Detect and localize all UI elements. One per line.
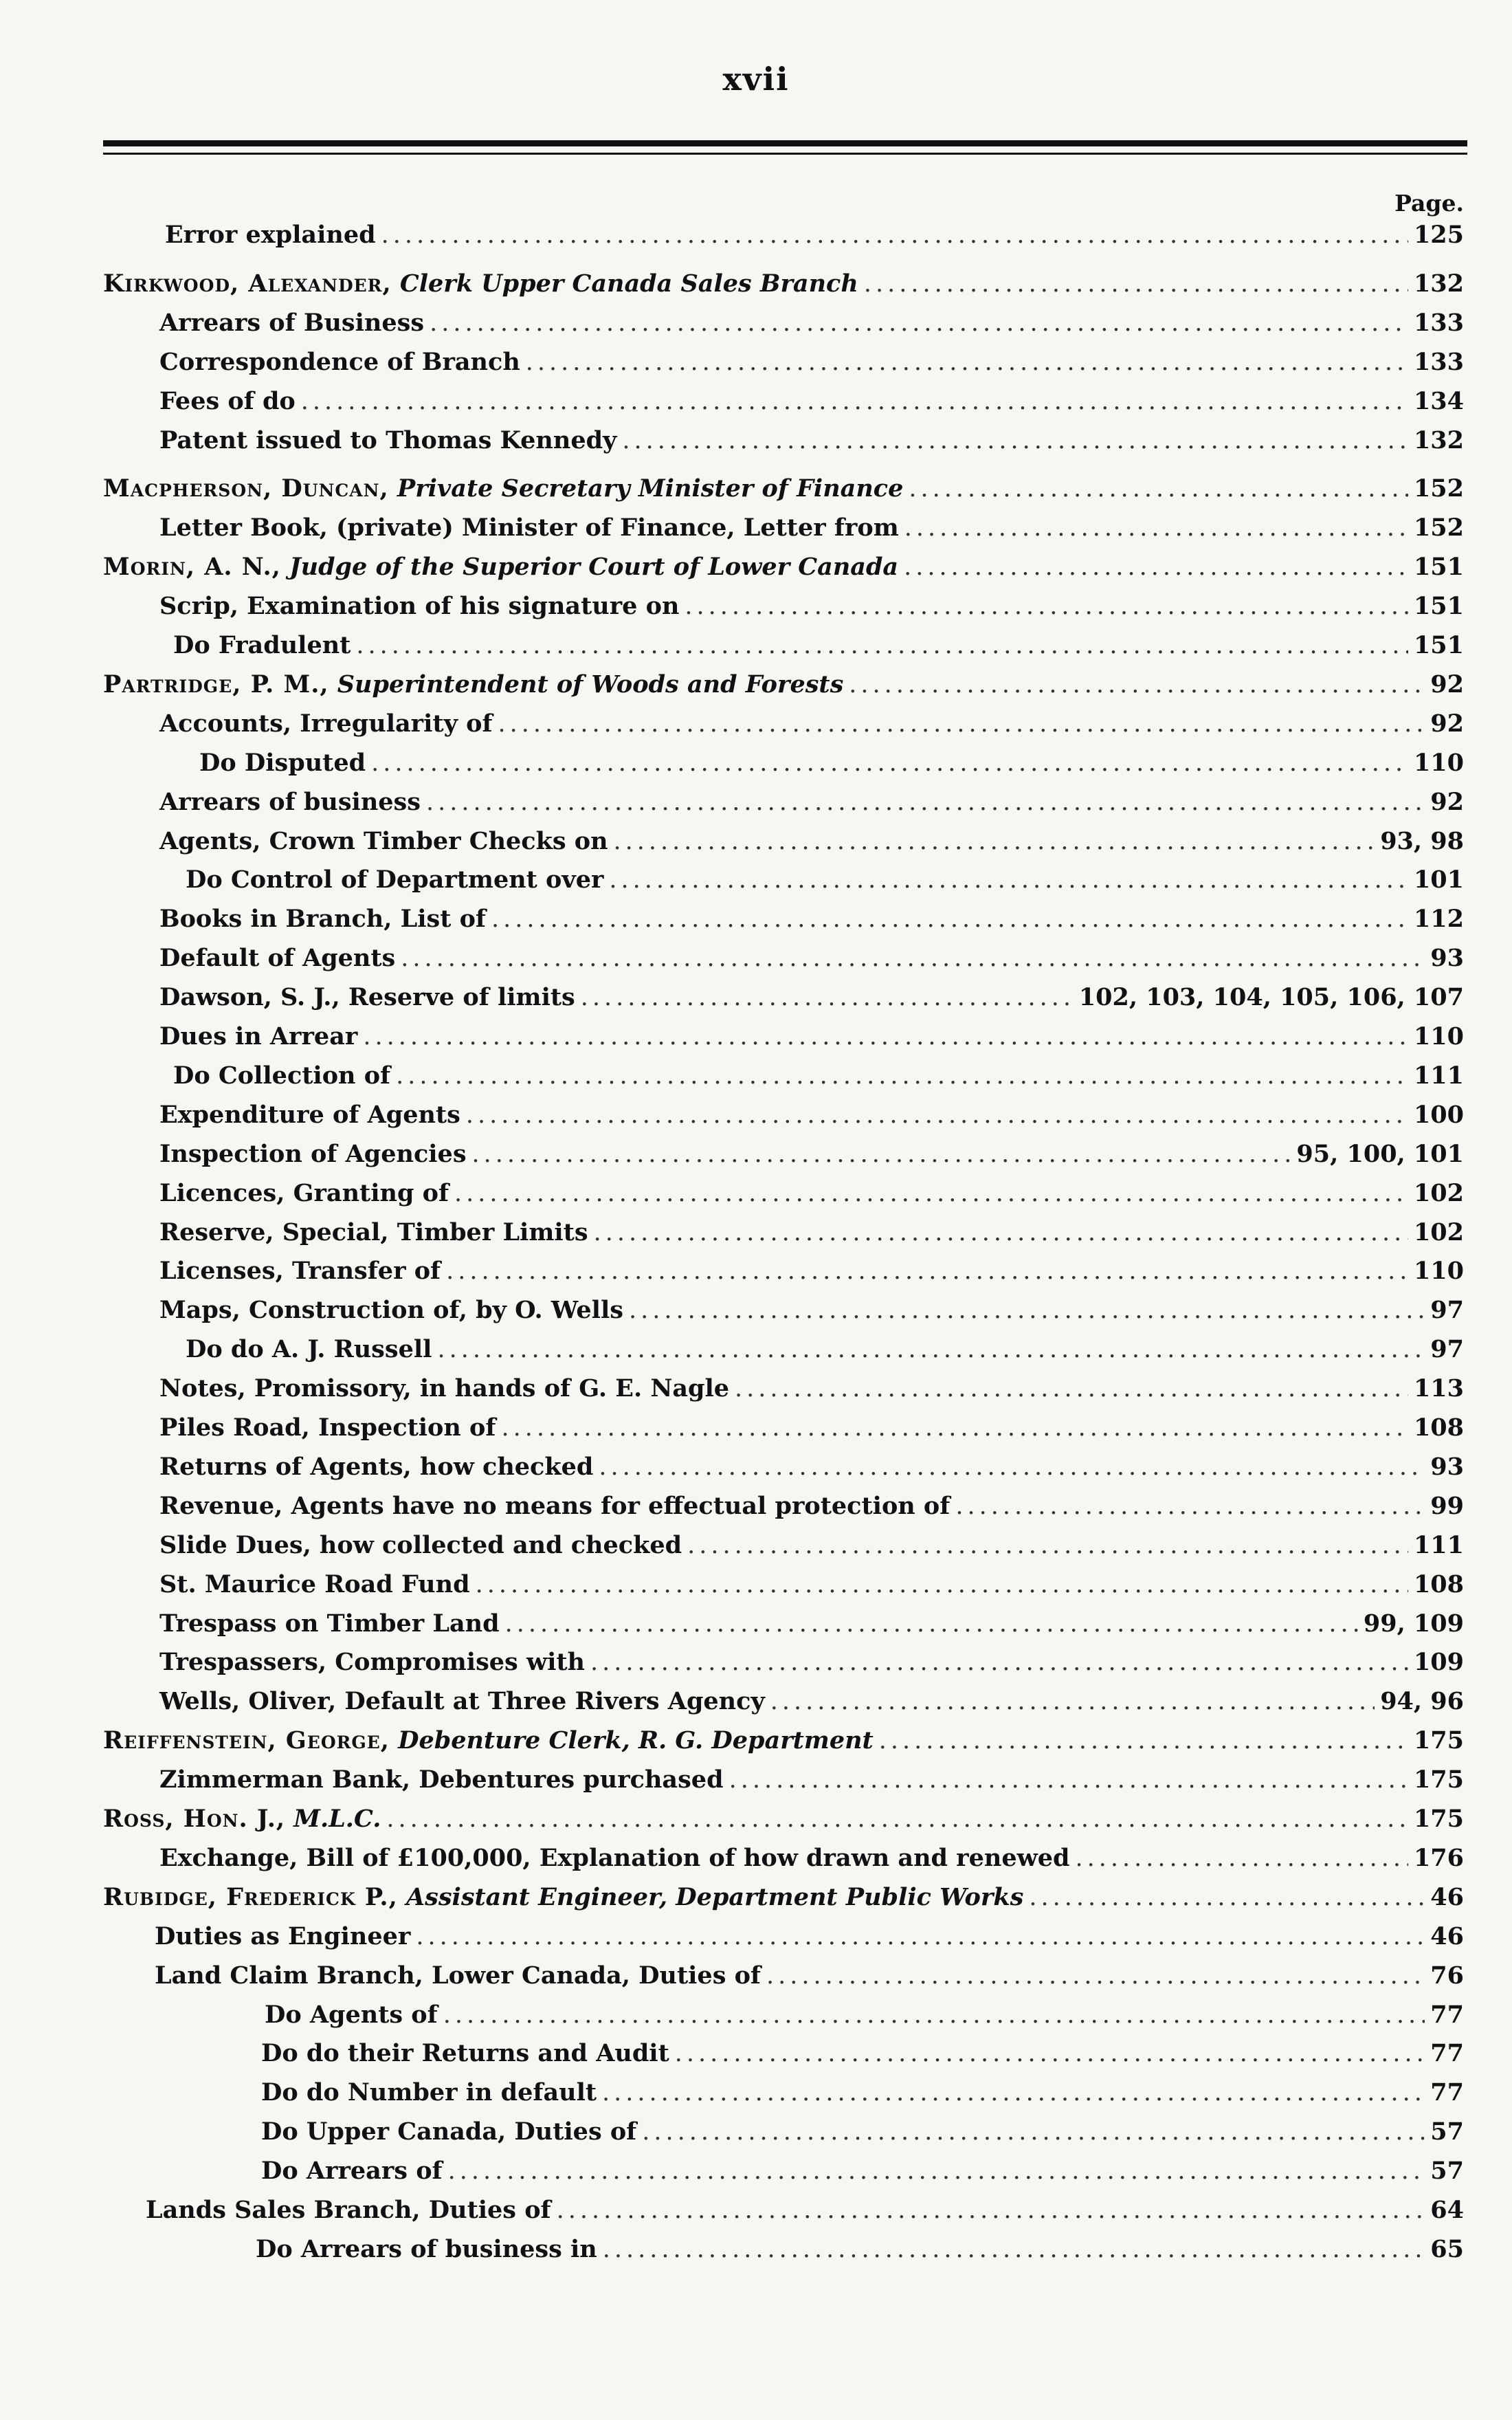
entry-text: Licenses, Transfer of [159,1257,441,1286]
entry-text: Zimmerman Bank, Debentures purchased [159,1766,724,1794]
index-entry-page: 151 [1413,631,1464,659]
index-entry-term [159,1255,441,1288]
index-entry-term [159,1646,585,1679]
entry-name: Ross, Hon. J., [103,1805,286,1833]
entry-text: Do Disputed [199,748,366,777]
entry-text: Agents, Crown Timber Checks on [159,826,608,855]
index-entry [0,472,1512,505]
entry-text: Error explained [165,221,376,249]
entry-role: M.L.C. [293,1805,381,1833]
index-entry-term [173,629,351,662]
index-entry-page: 46 [1430,1882,1464,1911]
index-entry-page: 108 [1413,1414,1464,1442]
leader-dots [498,707,1425,740]
index-entry [0,2194,1512,2227]
index-entry [0,903,1512,936]
leader-dots [446,1255,1408,1288]
leader-dots [629,1294,1425,1327]
index-entry-page: 152 [1413,514,1464,542]
entry-text: Do Control of Department over [186,866,604,894]
leader-dots [581,981,1074,1014]
index-entry-term [159,1294,623,1327]
entry-text [390,1726,398,1754]
index-entry [0,747,1512,780]
leader-dots [396,1059,1408,1092]
header-rule-thick [103,140,1467,146]
index-entry-term [159,825,608,858]
leader-dots [386,1803,1408,1836]
entry-text: Notes, Promissory, in hands of G. E. Nagle [159,1374,730,1403]
leader-dots [371,747,1408,780]
index-entry [0,1842,1512,1875]
index-entry-term [159,1177,449,1210]
index-entry-page: 99, 109 [1363,1609,1464,1638]
index-entry-page: 57 [1430,2157,1464,2186]
index-entry-page: 176 [1413,1843,1464,1872]
index-entry-page: 92 [1430,787,1464,816]
entry-role: Assistant Engineer, Department Public Works [405,1882,1024,1911]
index-entry-page: 151 [1413,553,1464,582]
index-entry-term [159,1451,593,1484]
index-entry-page: 77 [1430,2000,1464,2029]
leader-dots [437,1333,1425,1366]
index-entry-term [103,1881,1023,1914]
entry-text: Books in Branch, List of [159,905,486,934]
index-entry-page: 102 [1413,1178,1464,1207]
index-entry [0,2076,1512,2109]
leader-dots [594,1216,1408,1249]
index-entry-page: 99 [1430,1491,1464,1520]
index-entry [0,1646,1512,1679]
entry-role: Judge of the Superior Court of Lower Canada [289,553,899,582]
index-entry [0,590,1512,623]
leader-dots [603,2233,1425,2266]
entry-text: St. Maurice Road Fund [159,1570,470,1598]
index-entry-page: 93 [1430,944,1464,973]
index-entry-page: 101 [1413,866,1464,894]
index-entry-term [159,1842,1069,1875]
index-entry-term [165,219,376,252]
index-entry-page: 113 [1413,1374,1464,1403]
index-entry-page: 46 [1430,1922,1464,1950]
index-entry-term [159,707,493,740]
index-entry-term [159,1763,724,1796]
leader-dots [614,825,1375,858]
leader-dots [526,346,1408,379]
leader-dots [356,629,1408,662]
index-entry-term [199,747,366,780]
index-entry [0,1020,1512,1053]
leader-dots [1075,1842,1408,1875]
index-entry-page: 110 [1413,1257,1464,1286]
leader-dots [599,1451,1425,1484]
entry-text: Letter Book, (private) Minister of Finance, Letter from [159,514,899,542]
index-entry-page: 64 [1430,2196,1464,2224]
entry-text: Expenditure of Agents [159,1100,460,1129]
index-entry-term [159,346,520,379]
entry-text: Do Collection of [173,1061,391,1090]
entry-text: Do Arrears of business in [256,2234,597,2263]
leader-dots [955,1490,1425,1523]
entry-text: Correspondence of Branch [159,347,520,376]
entry-text [329,670,337,698]
leader-dots [909,472,1408,505]
index-entry-term [261,2155,443,2188]
leader-dots [602,2076,1425,2109]
entry-text: Reserve, Special, Timber Limits [159,1218,588,1246]
index-entry [0,219,1512,252]
index-entry [0,346,1512,379]
entry-name: Rubidge, Frederick P., [103,1882,398,1911]
index-entry-page: 152 [1413,474,1464,503]
index-entry [0,1294,1512,1327]
leader-dots [472,1138,1291,1171]
index-entry-term [159,1685,765,1718]
index-entry [0,267,1512,300]
index-entry-page: 111 [1413,1530,1464,1559]
entry-text: Wells, Oliver, Default at Three Rivers Agency [159,1687,765,1716]
index-entry [0,825,1512,858]
index-entry [0,2233,1512,2266]
index-entry-term [159,385,296,418]
index-entry-term [103,1724,874,1757]
index-entry-term [261,2115,636,2148]
leader-dots [448,2155,1425,2188]
leader-dots [363,1020,1408,1053]
index-entry [0,668,1512,701]
entry-name: Macpherson, Duncan, [103,474,389,503]
index-entry-term [256,2233,597,2266]
entry-text: Piles Road, Inspection of [159,1414,496,1442]
index-entry [0,1529,1512,1562]
index-entry-page: 94, 96 [1380,1687,1464,1716]
index-entry [0,942,1512,975]
index-entry-term [159,1020,357,1053]
entry-text [285,1805,293,1833]
index-entry [0,1881,1512,1914]
entry-text: Do Upper Canada, Duties of [261,2118,637,2146]
index-entry [0,385,1512,418]
leader-dots [622,424,1408,457]
entry-text [392,270,400,298]
leader-dots [904,512,1408,544]
index-entry-term [186,864,603,896]
entry-text: Returns of Agents, how checked [159,1452,594,1481]
entry-text: Do do A. J. Russell [186,1335,432,1364]
entry-text: Do do Number in default [261,2078,597,2107]
entry-text: Arrears of business [159,787,421,816]
index-entry-page: 102, 103, 104, 105, 106, 107 [1078,983,1464,1012]
header-rule-thin [103,153,1467,155]
index-entry [0,1959,1512,1992]
index-entry [0,2115,1512,2148]
entry-text: Dawson, S. J., Reserve of limits [159,983,575,1012]
index-entry-page: 151 [1413,592,1464,621]
entry-text [281,553,289,581]
index-entry-term [159,1138,467,1171]
index-entry [0,1803,1512,1836]
index-entry-page: 111 [1413,1061,1464,1090]
index-entry-term [173,1059,390,1092]
index-entry-page: 93, 98 [1380,826,1464,855]
index-entry [0,1372,1512,1405]
index-entry [0,1451,1512,1484]
index-entry [0,786,1512,819]
index-entry-term [159,981,575,1014]
leader-dots [609,864,1408,896]
index-entry [0,707,1512,740]
index-entry-page: 109 [1413,1648,1464,1677]
index-entry-term [265,1999,438,2032]
entry-name: Morin, A. N., [103,553,281,582]
leader-dots [675,2037,1425,2070]
leader-dots [443,1999,1425,2032]
index-entry [0,1607,1512,1640]
leader-dots [642,2115,1425,2148]
index-entry-term [159,1529,682,1562]
index-entry-term [103,551,898,584]
entry-text: Scrip, Examination of his signature on [159,592,680,621]
entry-name: Reiffenstein, George, [103,1726,390,1755]
page-column-header: Page. [1394,190,1464,217]
index-entry [0,1724,1512,1757]
entry-text [398,1883,406,1911]
index-entry-page: 92 [1430,670,1464,698]
index-entry-term [186,1333,432,1366]
index-entry-term [155,1959,761,1992]
index-entry [0,1099,1512,1132]
entry-text: Trespassers, Compromises with [159,1648,585,1677]
leader-dots [766,1959,1425,1992]
index-entry [0,1685,1512,1718]
leader-dots [501,1411,1408,1444]
leader-dots [454,1177,1408,1210]
leader-dots [416,1920,1425,1953]
index-entry-term [159,1490,950,1523]
index-entry-term [155,1920,410,1953]
leader-dots [590,1646,1408,1679]
index-entry-page: 100 [1413,1100,1464,1129]
entry-text: Land Claim Branch, Lower Canada, Duties of [155,1961,761,1990]
entry-role: Superintendent of Woods and Forests [337,670,844,698]
leader-dots [1029,1881,1425,1914]
leader-dots [401,942,1425,975]
entry-text: Default of Agents [159,944,396,973]
entry-text: Do Fradulent [173,631,351,659]
index-entry [0,1255,1512,1288]
index-entry [0,512,1512,544]
index-entry-page: 110 [1413,748,1464,777]
index-entry-page: 112 [1413,905,1464,934]
index-entry [0,1999,1512,2032]
leader-dots [557,2194,1425,2227]
index-entry [0,629,1512,662]
entry-text: Exchange, Bill of £100,000, Explanation of how drawn and renewed [159,1843,1070,1872]
index-entry-term [159,512,899,544]
entry-name: Partridge, P. M., [103,670,329,698]
index-entry-page: 134 [1413,386,1464,415]
index-entry-page: 65 [1430,2234,1464,2263]
index-entry [0,1490,1512,1523]
index-entry-term [103,267,858,300]
entry-text: Duties as Engineer [155,1922,411,1950]
index-entry-page: 108 [1413,1570,1464,1598]
index-entry-term [103,1803,381,1836]
leader-dots [491,903,1408,936]
index-entry-page: 77 [1430,2039,1464,2068]
leader-dots [864,267,1408,300]
leader-dots [476,1568,1408,1601]
index-entry-term [159,1372,729,1405]
index-entry [0,1568,1512,1601]
leader-dots [849,668,1425,701]
index-entry-term [103,668,843,701]
entry-text: Fees of do [159,386,296,415]
entry-text: Lands Sales Branch, Duties of [146,2196,551,2224]
index-entry-term [146,2194,551,2227]
index-entry-term [159,1411,496,1444]
index-entry-term [159,1099,460,1132]
index-entry-page: 133 [1413,347,1464,376]
entry-text: Arrears of Business [159,308,425,337]
entry-text: Inspection of Agencies [159,1139,467,1168]
leader-dots [466,1099,1408,1132]
index-entry [0,1411,1512,1444]
index-entry-page: 95, 100, 101 [1296,1139,1464,1168]
index-entry [0,981,1512,1014]
index-entry [0,551,1512,584]
leader-dots [426,786,1425,819]
index-entry-page: 175 [1413,1766,1464,1794]
entry-text: Accounts, Irregularity of [159,709,493,738]
index-entry-term [261,2076,597,2109]
leader-dots [505,1607,1358,1640]
page-number: xvii [722,60,790,98]
index-entry [0,1216,1512,1249]
index-entry-term [159,1216,588,1249]
leader-dots [381,219,1408,252]
index-entry-page: 77 [1430,2078,1464,2107]
entry-text: Maps, Construction of, by O. Wells [159,1296,623,1325]
entry-text [389,474,397,503]
entry-text: Licences, Granting of [159,1178,449,1207]
entry-role: Clerk Upper Canada Sales Branch [399,269,858,298]
index-entry-page: 132 [1413,269,1464,298]
index-entry-term [103,472,903,505]
entry-text: Do Arrears of [261,2157,443,2186]
index-entry-page: 125 [1413,221,1464,249]
index-entry [0,864,1512,896]
index-entry [0,1138,1512,1171]
entry-text: Revenue, Agents have no means for effectual protection of [159,1491,950,1520]
index-entry [0,307,1512,340]
index-entry-page: 92 [1430,709,1464,738]
index-entry-term [159,1607,500,1640]
entry-text: Dues in Arrear [159,1022,358,1050]
index-entry [0,1177,1512,1210]
leader-dots [430,307,1408,340]
leader-dots [770,1685,1375,1718]
index-entry-term [159,307,424,340]
index-entry [0,1333,1512,1366]
index-entry-page: 175 [1413,1726,1464,1755]
index-entry-term [159,424,616,457]
entry-text: Patent issued to Thomas Kennedy [159,426,617,454]
entry-text: Do do their Returns and Audit [261,2039,669,2068]
index-entry-page: 110 [1413,1022,1464,1050]
index-entry [0,2155,1512,2188]
index-entry-page: 97 [1430,1335,1464,1364]
index-entry [0,1763,1512,1796]
index-entry-page: 57 [1430,2118,1464,2146]
leader-dots [735,1372,1408,1405]
index-entry-term [159,1568,470,1601]
index-entry [0,2037,1512,2070]
entry-text: Trespass on Timber Land [159,1609,500,1638]
index-entry-page: 133 [1413,308,1464,337]
leader-dots [685,590,1408,623]
index-entry-page: 132 [1413,426,1464,454]
entry-text: Do Agents of [265,2000,438,2029]
index-entry [0,424,1512,457]
index-entry-page: 102 [1413,1218,1464,1246]
index-entry-page: 93 [1430,1452,1464,1481]
index-entry-page: 97 [1430,1296,1464,1325]
index-entry-term [159,903,486,936]
index-entry [0,1920,1512,1953]
index-entry-term [159,786,421,819]
index-entry-page: 175 [1413,1805,1464,1833]
entry-role: Private Secretary Minister of Finance [397,474,904,503]
leader-dots [301,385,1408,418]
leader-dots [879,1724,1408,1757]
index-entry-term [159,942,395,975]
leader-dots [904,551,1408,584]
entry-text: Slide Dues, how collected and checked [159,1530,682,1559]
leader-dots [729,1763,1408,1796]
entry-role: Debenture Clerk, R. G. Department [398,1726,874,1755]
index-entry-page: 76 [1430,1961,1464,1990]
index-entry [0,1059,1512,1092]
index-entry-term [261,2037,669,2070]
entry-name: Kirkwood, Alexander, [103,269,392,298]
leader-dots [687,1529,1408,1562]
index-entry-term [159,590,679,623]
